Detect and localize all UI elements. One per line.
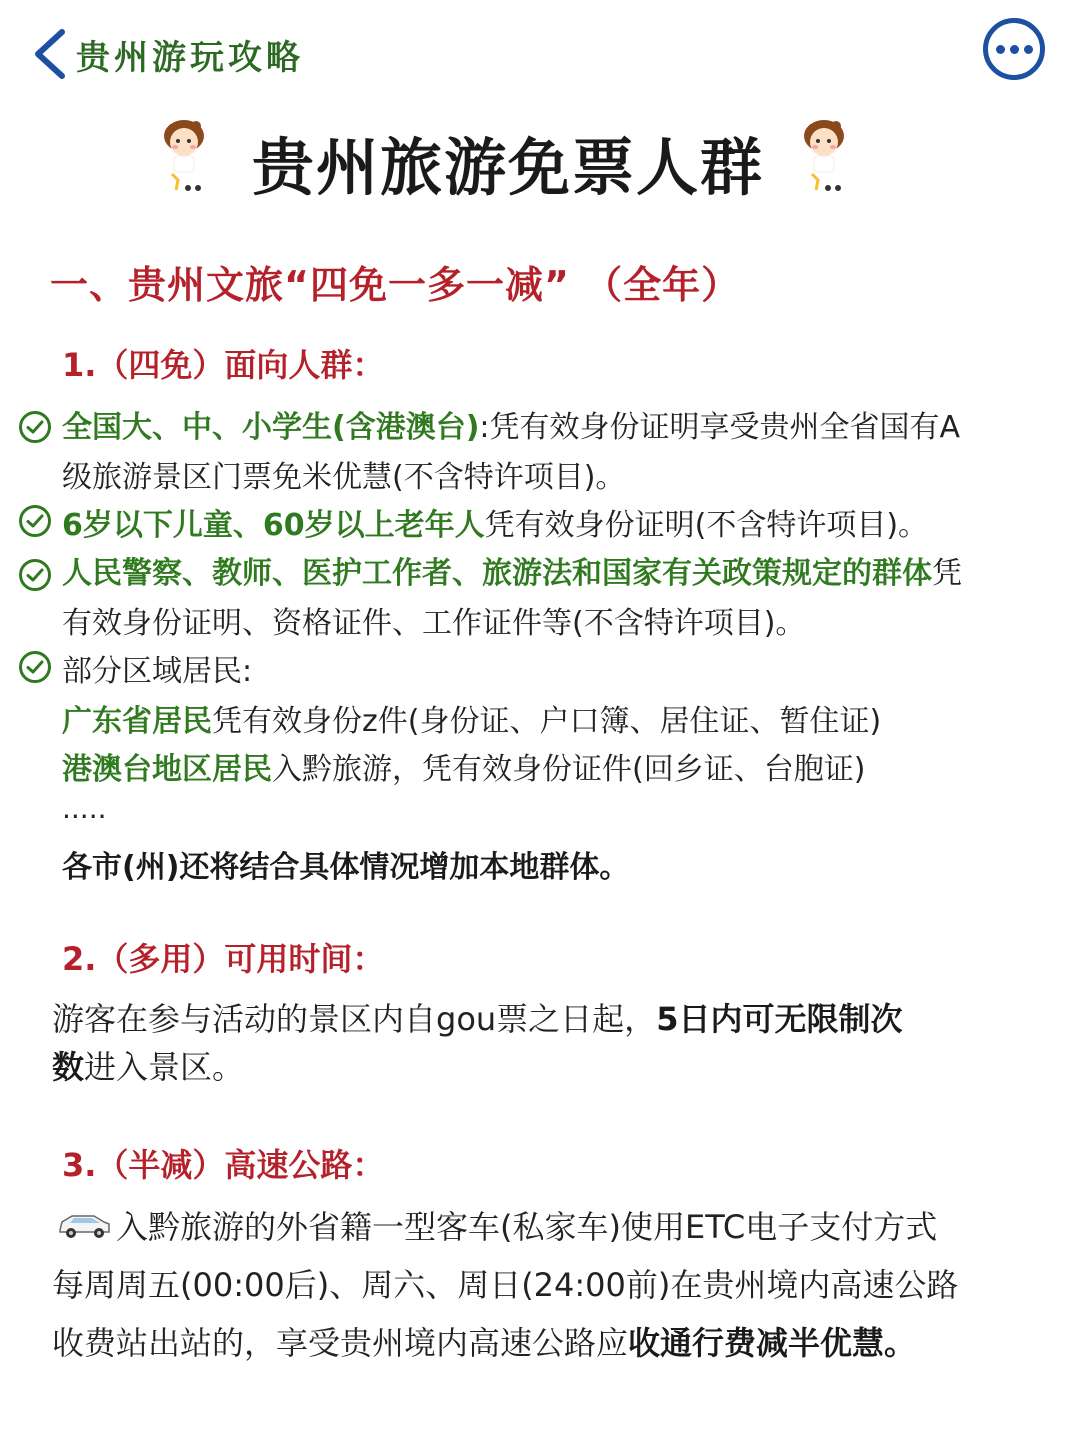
subsection-heading-highway: 3.（半减）高速公路： [62,1146,385,1184]
paragraph-validity-line [52,1042,244,1088]
body-text: 凭有效身份z件(身份证、户口簿、居住证、暂住证) [212,704,882,739]
list-item-guangdong [62,696,881,740]
page-title: 贵州旅游免票人群 [251,131,764,204]
header-title: 贵州游玩攻略 [76,37,304,78]
body-text: 收费站出站的，享受贵州境内高速公路应 [52,1324,629,1362]
back-button[interactable] [26,24,304,84]
more-dot-icon [1010,45,1019,54]
list-item-continuation: 级旅游景区门票免米优慧(不含特许项目)。 [62,460,626,495]
list-item-students [62,402,960,446]
body-text: 进入景区。 [84,1048,245,1086]
paragraph-highway-line: 每周周五(00:00后)、周六、周日(24:00前)在贵州境内高速公路 [52,1266,959,1304]
highlight-text: 广东省居民 [62,704,212,739]
title-row [0,108,1080,204]
highlight-text: 6岁以下儿童、60岁以上老年人 [62,508,485,543]
list-item-continuation: 有效身份证明、资格证件、工作证件等(不含特许项目)。 [62,606,806,641]
girl-sticker-icon [798,114,854,194]
list-item-residents: 部分区域居民: [62,654,253,689]
check-circle-icon [18,410,52,444]
list-item-age [62,500,928,544]
bold-text: 收通行费减半优慧。 [628,1324,917,1362]
bold-text: 5日内可无限制次 [656,1000,903,1038]
body-text: 游客在参与活动的景区内自gou票之日起， [52,1000,657,1038]
more-dot-icon [996,45,1005,54]
body-text: :凭有效身份证明享受贵州全省国有A [479,410,961,445]
chevron-left-icon [26,24,74,84]
highlight-text: 人民警察、教师、医护工作者、旅游法和国家有关政策规定的群体 [62,556,932,591]
list-item-hk-macao-taiwan [62,744,865,788]
more-button[interactable] [983,18,1045,80]
check-circle-icon [18,504,52,538]
highlight-text: 全国大、中、小学生(含港澳台) [62,410,480,445]
list-item-professions [62,548,962,592]
bold-text: 数 [52,1048,85,1086]
paragraph-highway-line [52,1318,916,1364]
note-text: 各市(州)还将结合具体情况增加本地群体。 [62,850,630,885]
highlight-text: 港澳台地区居民 [62,752,272,787]
more-dot-icon [1024,45,1033,54]
body-text: 入黔旅游，凭有效身份证件(回乡证、台胞证) [272,752,866,787]
subsection-heading-free-groups: 1.（四免）面向人群： [62,346,385,384]
check-circle-icon [18,558,52,592]
subsection-heading-validity: 2.（多用）可用时间： [62,940,385,978]
check-circle-icon [18,650,52,684]
paragraph-validity-line [52,994,902,1040]
car-icon [56,1208,112,1240]
section-heading: 一、贵州文旅“四免一多一减” （全年） [50,263,741,307]
paragraph-highway-line: 入黔旅游的外省籍一型客车(私家车)使用ETC电子支付方式 [116,1208,938,1246]
ellipsis-text: ..... [62,792,107,825]
body-text: 凭 [932,556,962,591]
body-text: 凭有效身份证明(不含特许项目)。 [484,508,929,543]
